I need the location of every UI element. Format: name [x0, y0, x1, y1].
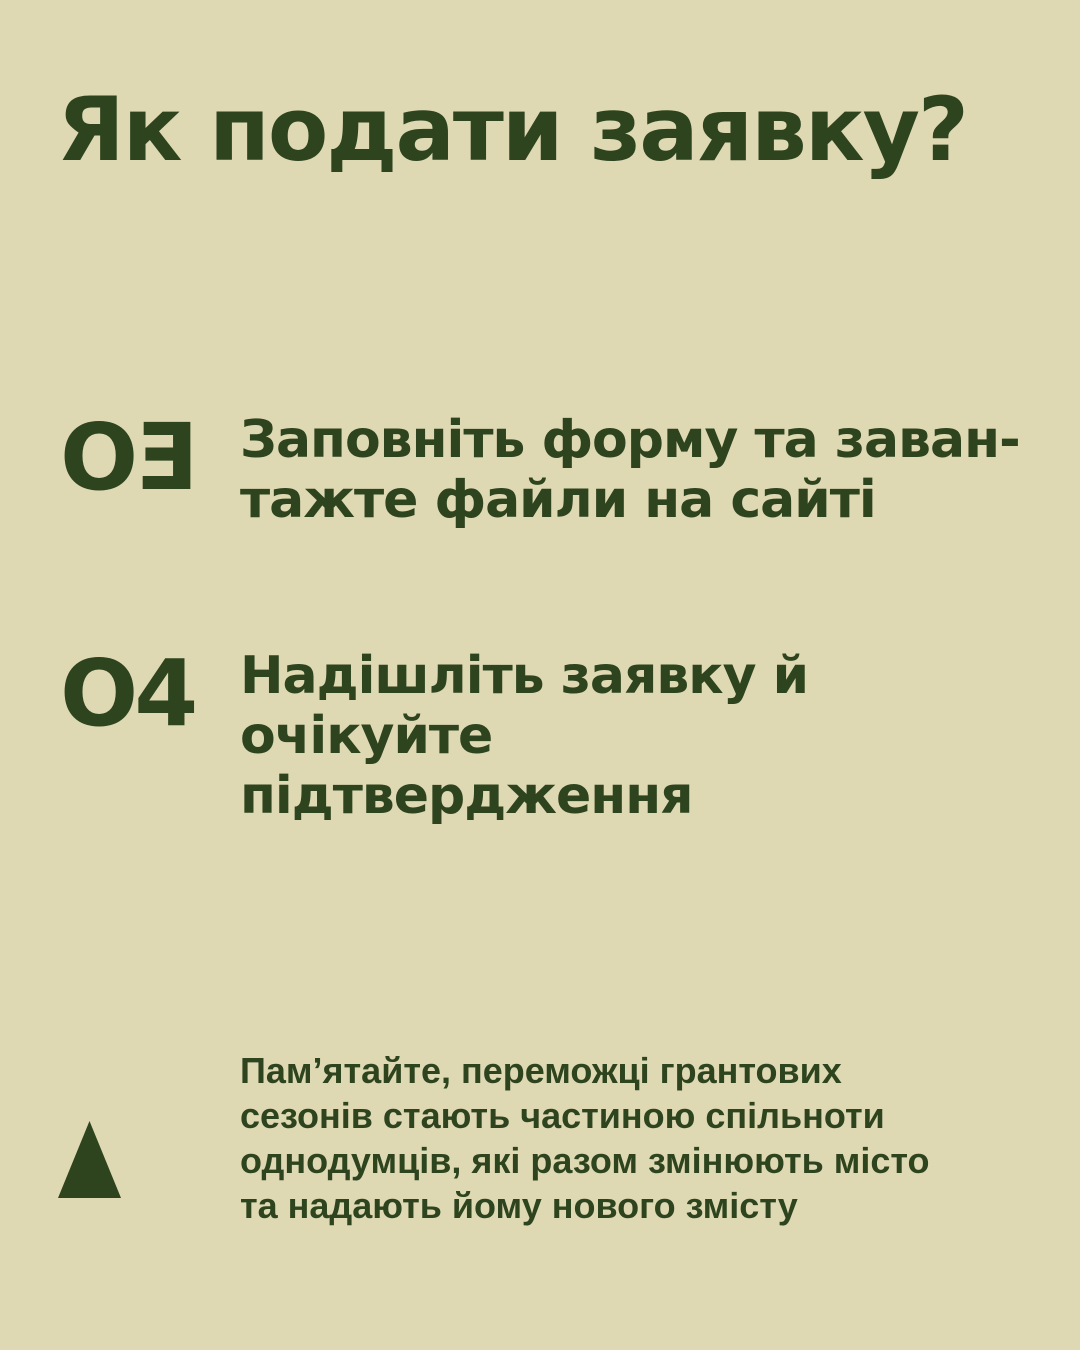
step-number-04: O4 [60, 640, 195, 747]
step-text-03 [240, 410, 1050, 530]
triangle-logo-icon [58, 1121, 121, 1198]
step-text-line: підтвердження [240, 766, 693, 826]
footer-note-line: та надають йому нового змісту [240, 1185, 798, 1226]
step-text-04 [240, 646, 1050, 826]
footer-note-line: сезонів стають частиною спільноти [240, 1095, 885, 1136]
footer-note-line: однодумців, які разом змінюють місто [240, 1140, 930, 1181]
footer-note [240, 1048, 1000, 1228]
step-text-line: Надішліть заявку й очікуйте [240, 646, 809, 766]
step-number-03: OƎ [60, 404, 194, 511]
footer-note-line: Пам’ятайте, переможці грантових [240, 1050, 842, 1091]
step-text-line: тажте файли на сайті [240, 470, 876, 530]
page-title: Як подати заявку? [57, 78, 967, 181]
step-text-line: Заповніть форму та заван- [240, 410, 1020, 470]
